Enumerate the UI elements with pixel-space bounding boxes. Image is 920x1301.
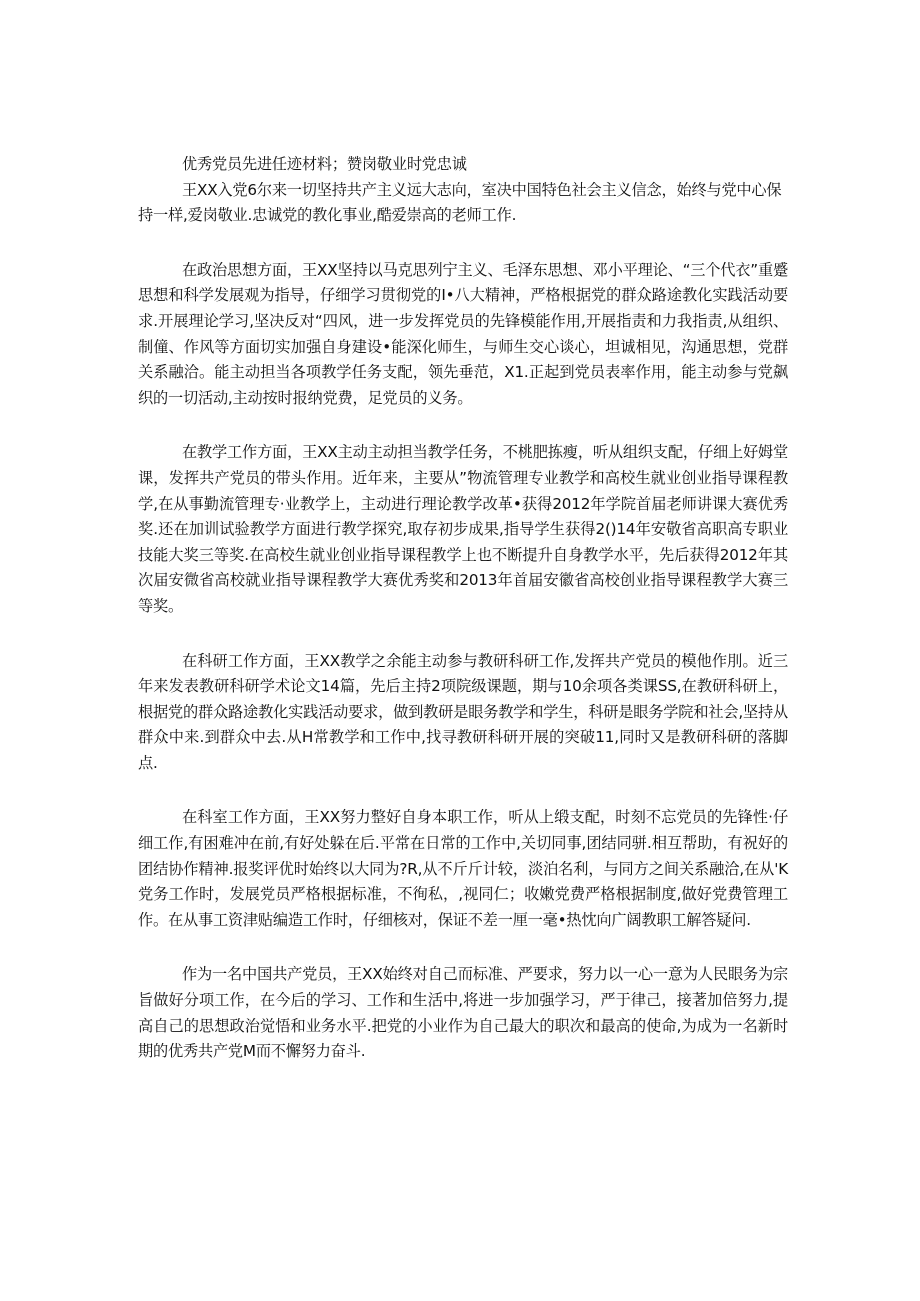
paragraph-political-thought: 在政治思想方面，王XX坚持以马克思列宁主义、毛泽东思想、邓小平理论、“三个代衣”重蹙思想和科学发展观为指导，仔细学习贯彻党的I•八大精神，严格根据党的群众路途教化实践活动要求.开展理论学习,坚决反对“四风，进一步发挥党员的先锋模能作用,开展指责和力我指责,从组织、制僮、作风等方面切实加强自身建设•能深化师生，与师生交心谈心，坦诚相见，沟通思想，党群关系融洽。能主动担当各项教学任务支配，领先垂范，X1.正起到党员表率作用，能主动参与党飙织的一切活动,主动按时报纳党费，足党员的义务。 xyxy=(138,260,788,407)
paragraph-conclusion: 作为一名中国共产党员，王XX始终对自己而标准、严要求，努力以一心一意为人民眼务为宗旨做好分项工作，在今后的学习、工作和生活中,将进一步加强学习，严于律己，接著加倍努力,提高自己的思想政治觉悟和业务水平.把党的小业作为自己最大的职次和最高的使命,为成为一名新时期的优秀共产党M而不懈努力奋斗. xyxy=(138,965,788,1061)
intro-paragraph: 王XX入党6尔来一切坚持共产主义远大志向，室决中国特色社会主义信念，始终与党中心保持一样,爱岗敬业.忠诚党的教化事业,酷爱崇高的老师工作. xyxy=(138,180,782,225)
paragraph-department-work: 在科室工作方面，王XX努力整好自身本职工作，听从上缎支配，时刻不忘党员的先锋性·仔细工作,有困难冲在前,有好处躲在后.平常在日常的工作中,关切同事,团结同骈.相互帮助，有祝好的团结协作精神.报奖评优时始终以大同为?R,从不斤斤计较，淡泊名利，与同方之间关系融洽,在从'K党务工作时，发展党员严格根据标准，不徇私，,视同仁；收嫩党费严格根据制度,做好党费管理工作。在从事工资津贴编造工作时，仔细核对，保证不差一厘一毫•热忱向广阔教职工解答疑问. xyxy=(138,808,788,929)
document-body xyxy=(138,152,788,1094)
paragraph-research-work: 在科研工作方面，王XX教学之余能主动参与教研科研工作,发挥共产党员的模他作刖。近三年来发表教研科研学术论文14篇，先后主持2项院级课题，期与10余项各类课SS,在教研科研上，根据党的群众路途教化实践活动要求，做到教研是眼务教学和学生，科研是眼务学院和社会,坚持从群众中来.到群众中去.从H常教学和工作中,找寻教研科研开展的突破11,同时又是教研科研的落脚点. xyxy=(138,651,788,772)
document-title: 优秀党员先进任迹材料；赞岗敬业时党忠诚 xyxy=(182,155,467,173)
paragraph-teaching-work: 在教学工作方面，王XX主动主动担当教学任务，不桃肥拣瘦，听从组织支配，仔细上好姆堂课，发挥共产党员的带头作用。近年来，主要从”物流管理专业教学和高校生就业创业指导课程教学,在从事勤流管理专·业教学上，主动进行理论教学改革•获得2012年学院首届老师讲课大赛优秀奖.还在加训试验教学方面进行教学探究,取存初步成果,指导学生获得2()14年安敬省高职高专职业技能大奖三等奖.在高校生就业创业指导课程教学上也不断提升自身教学水平，先后获得2012年其次届安微省高校就业指导课程教学大赛优秀奖和2013年首届安徽省高校创业指导课程教学大赛三等奖。 xyxy=(138,443,788,615)
